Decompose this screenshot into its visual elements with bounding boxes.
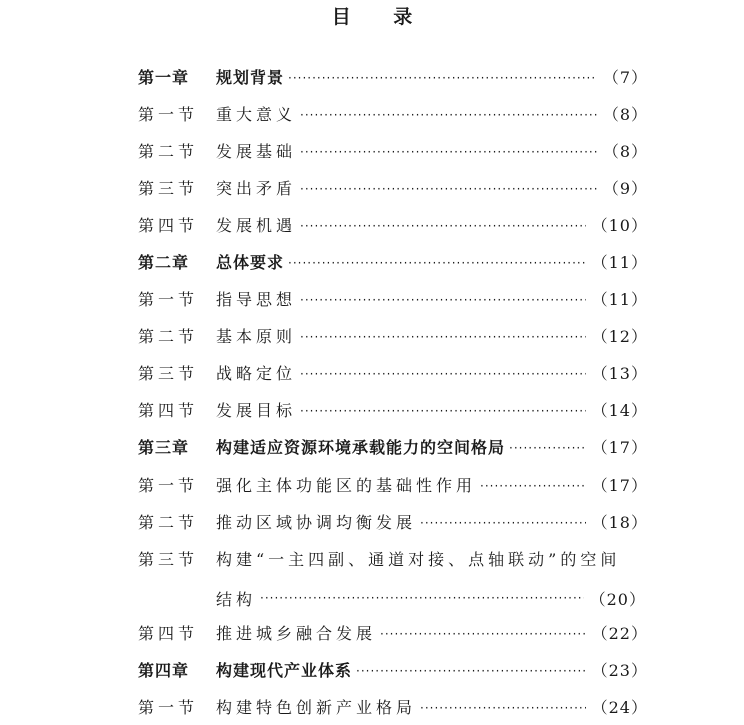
toc-page-number: （24） — [591, 698, 648, 717]
toc-page-number: （10） — [591, 216, 648, 235]
toc-title: 重大意义 — [216, 105, 297, 124]
page-title: 目 录 — [331, 6, 431, 28]
toc-leader — [300, 214, 586, 238]
toc-title: 指导思想 — [216, 290, 297, 309]
toc-leader — [420, 696, 586, 720]
toc-title: 发展目标 — [216, 401, 297, 420]
toc-title: 强化主体功能区的基础性作用 — [216, 476, 477, 495]
toc-chapter-2[interactable] — [138, 251, 648, 275]
toc-title: 发展基础 — [216, 142, 297, 161]
toc-page-number: （22） — [591, 624, 648, 643]
toc-leader — [300, 362, 586, 386]
toc-page-number: （12） — [591, 327, 648, 346]
toc-section[interactable] — [138, 140, 648, 164]
toc-page-number: （7） — [602, 68, 648, 87]
toc-leader — [300, 177, 597, 201]
toc-title: 规划背景 — [216, 68, 285, 87]
toc-label: 第一节 — [138, 476, 199, 495]
toc-page-number: （20） — [589, 589, 646, 609]
toc-leader — [300, 288, 586, 312]
toc-page-number: （18） — [591, 513, 648, 532]
toc-label: 第四节 — [138, 216, 199, 235]
toc-label: 第二节 — [138, 513, 199, 532]
toc-section[interactable] — [138, 399, 648, 423]
toc-page-number: （17） — [591, 438, 648, 457]
toc-leader — [300, 325, 586, 349]
toc-section[interactable] — [138, 177, 648, 201]
toc-label: 第一节 — [138, 698, 199, 717]
toc-leader — [420, 511, 586, 535]
toc-label: 第三节 — [138, 550, 199, 569]
toc-leader — [288, 251, 586, 275]
toc-page-number: （13） — [591, 364, 648, 383]
toc-section[interactable] — [138, 103, 648, 127]
toc-label: 第四节 — [138, 401, 199, 420]
toc-leader — [300, 103, 597, 127]
toc-page-number: （17） — [591, 476, 648, 495]
toc-title: 战略定位 — [216, 364, 297, 383]
toc-leader — [300, 140, 597, 164]
toc-title: 推进城乡融合发展 — [216, 624, 377, 643]
toc-title: 突出矛盾 — [216, 179, 297, 198]
toc-title: 构建“一主四副、通道对接、点轴联动”的空间 — [216, 550, 621, 569]
toc-chapter-3[interactable] — [138, 436, 648, 460]
toc-label: 第三节 — [138, 364, 199, 383]
toc-title: 构建适应资源环境承载能力的空间格局 — [216, 438, 506, 457]
toc-title: 基本原则 — [216, 327, 297, 346]
toc-label: 第二章 — [138, 253, 190, 272]
toc-title-continuation: 结构 — [216, 589, 257, 609]
toc-label: 第四节 — [138, 624, 199, 643]
toc-section[interactable] — [138, 548, 648, 572]
toc-section[interactable] — [138, 362, 648, 386]
toc-label: 第一节 — [138, 105, 199, 124]
toc-title: 发展机遇 — [216, 216, 297, 235]
toc-title: 构建特色创新产业格局 — [216, 698, 417, 717]
toc-label: 第三节 — [138, 179, 199, 198]
toc-leader — [356, 659, 586, 683]
toc-section[interactable] — [138, 325, 648, 349]
toc-page-number: （11） — [591, 290, 648, 309]
toc-title: 总体要求 — [216, 253, 285, 272]
toc-label: 第二节 — [138, 327, 199, 346]
toc-leader — [288, 66, 597, 90]
toc-label: 第一章 — [138, 68, 190, 87]
toc-section[interactable] — [138, 288, 648, 312]
toc-section[interactable] — [138, 474, 648, 498]
toc-chapter-4[interactable] — [138, 659, 648, 683]
toc-leader — [480, 474, 586, 498]
toc-title: 推动区域协调均衡发展 — [216, 513, 417, 532]
toc-title: 构建现代产业体系 — [216, 661, 353, 680]
toc-leader — [380, 622, 586, 646]
toc-label: 第四章 — [138, 661, 190, 680]
toc-leader — [260, 591, 584, 605]
toc-leader — [300, 399, 586, 423]
toc-label: 第一节 — [138, 290, 199, 309]
toc-section[interactable] — [138, 696, 648, 720]
toc-leader — [509, 436, 586, 460]
toc-label: 第三章 — [138, 438, 190, 457]
toc-label: 第二节 — [138, 142, 199, 161]
toc-page-number: （23） — [591, 661, 648, 680]
toc-section[interactable] — [138, 622, 648, 646]
toc-section[interactable] — [138, 214, 648, 238]
toc-chapter-1[interactable] — [138, 66, 648, 90]
toc-page-number: （8） — [602, 142, 648, 161]
toc-page-number: （8） — [602, 105, 648, 124]
toc-page-number: （14） — [591, 401, 648, 420]
toc-page-number: （11） — [591, 253, 648, 272]
toc-section[interactable] — [138, 511, 648, 535]
toc-section-continuation[interactable] — [216, 586, 646, 610]
toc-page-number: （9） — [602, 179, 648, 198]
